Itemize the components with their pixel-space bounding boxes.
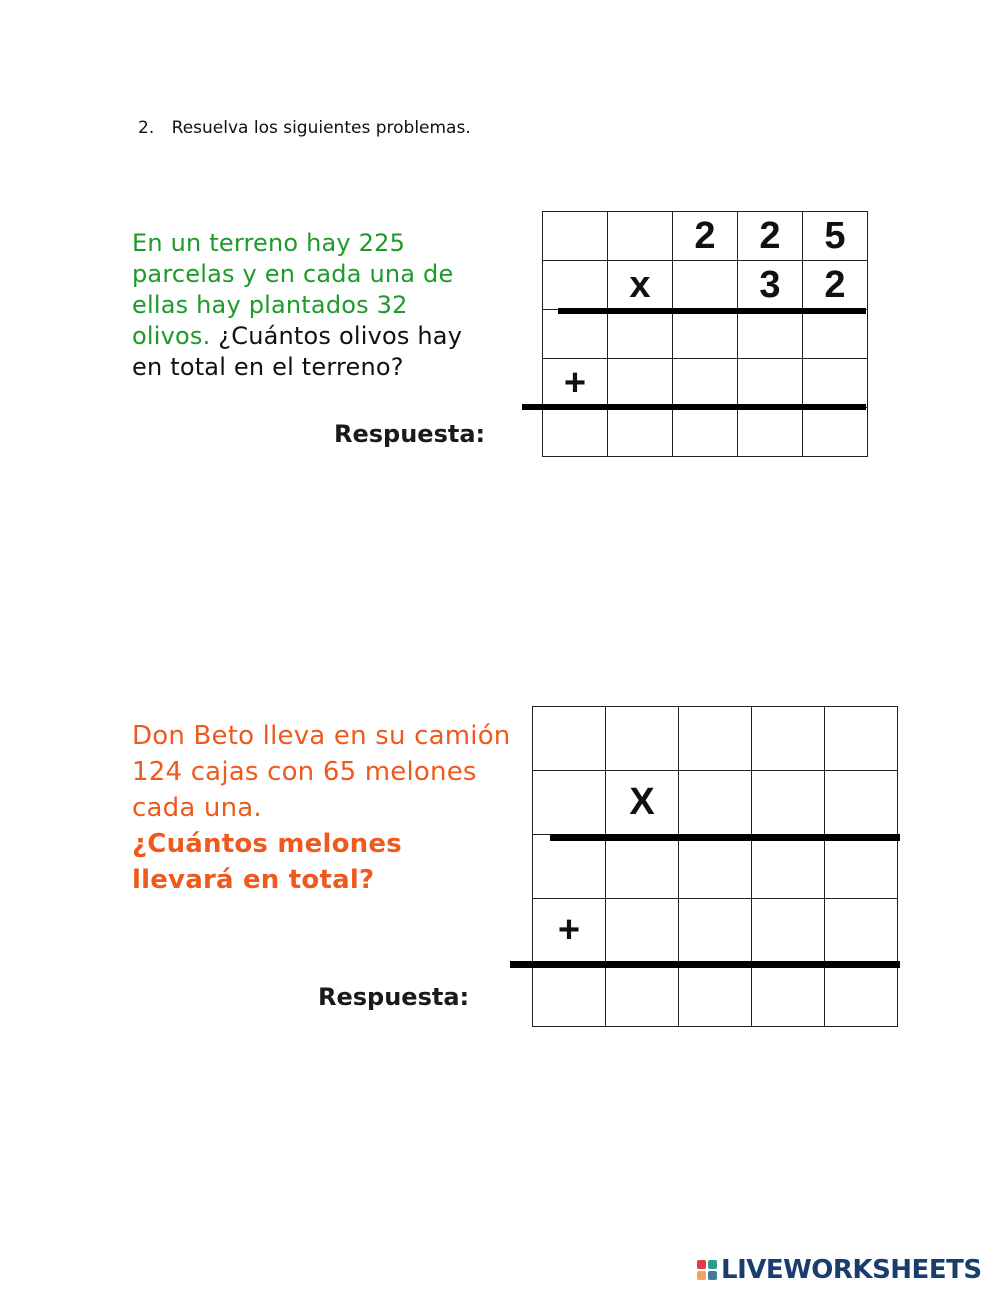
grid-cell[interactable]: [679, 899, 752, 963]
problem-1-statement: En un terreno hay 225 parcelas y en cada una de ellas hay plantados 32 olivos.: [132, 229, 454, 350]
grid-row: [543, 408, 868, 457]
problem-2-text: [132, 718, 512, 898]
problem-1-grid: [542, 211, 868, 457]
answer-cell[interactable]: [543, 408, 608, 457]
grid-cell[interactable]: [533, 771, 606, 835]
grid-cell[interactable]: [606, 899, 679, 963]
problem-1-text: [132, 228, 492, 383]
grid-cell[interactable]: [825, 771, 898, 835]
grid-cell[interactable]: [533, 707, 606, 771]
liveworksheets-logo: [697, 1255, 982, 1285]
problem-2-grid: [532, 706, 898, 1027]
answer-cell[interactable]: [803, 408, 868, 457]
problem-2-statement: Don Beto lleva en su camión 124 cajas con 65 melones cada una.: [132, 721, 511, 823]
grid-row: [543, 310, 868, 359]
grid-cell[interactable]: [608, 359, 673, 408]
answer-cell[interactable]: [825, 963, 898, 1027]
logo-text: LIVEWORKSHEETS: [721, 1255, 982, 1285]
grid-cell: 2: [673, 212, 738, 261]
grid-cell: 5: [803, 212, 868, 261]
grid-cell[interactable]: [752, 707, 825, 771]
multiply-sign: x: [608, 261, 673, 310]
grid-cell[interactable]: [738, 310, 803, 359]
grid-row: [543, 261, 868, 310]
multiplication-rule: [550, 834, 900, 841]
answer-cell[interactable]: [738, 408, 803, 457]
grid-cell[interactable]: [608, 310, 673, 359]
grid-row: [533, 707, 898, 771]
grid-row: [543, 212, 868, 261]
sum-rule: [510, 961, 900, 968]
multiply-sign: X: [606, 771, 679, 835]
grid-cell[interactable]: [738, 359, 803, 408]
grid-cell[interactable]: [825, 707, 898, 771]
grid-cell[interactable]: [679, 835, 752, 899]
grid-row: [533, 771, 898, 835]
grid-row: [543, 359, 868, 408]
grid-cell[interactable]: [752, 899, 825, 963]
grid-cell[interactable]: [606, 835, 679, 899]
grid-cell[interactable]: [606, 707, 679, 771]
grid-cell[interactable]: [679, 771, 752, 835]
answer-cell[interactable]: [606, 963, 679, 1027]
logo-square: [697, 1271, 706, 1280]
logo-square: [708, 1260, 717, 1269]
grid-row: [533, 899, 898, 963]
grid-cell[interactable]: [673, 261, 738, 310]
grid-row: [533, 835, 898, 899]
grid-cell[interactable]: [533, 835, 606, 899]
grid-cell[interactable]: [543, 212, 608, 261]
grid-cell: 3: [738, 261, 803, 310]
problem-2-answer-label: Respuesta:: [318, 983, 470, 1011]
plus-sign: +: [533, 899, 606, 963]
grid-cell: 2: [738, 212, 803, 261]
problem-2-question: ¿Cuántos melones llevará en total?: [132, 829, 402, 895]
logo-square: [708, 1271, 717, 1280]
problem-1-answer-label: Respuesta:: [334, 420, 486, 448]
answer-cell[interactable]: [673, 408, 738, 457]
grid-cell[interactable]: [673, 310, 738, 359]
answer-cell[interactable]: [533, 963, 606, 1027]
grid-cell[interactable]: [825, 899, 898, 963]
grid-cell[interactable]: [752, 835, 825, 899]
grid-cell[interactable]: [803, 310, 868, 359]
grid-cell[interactable]: [752, 771, 825, 835]
grid-cell[interactable]: [679, 707, 752, 771]
logo-mark-icon: [697, 1260, 717, 1280]
instruction: [138, 118, 471, 138]
answer-cell[interactable]: [679, 963, 752, 1027]
multiplication-rule: [558, 308, 866, 314]
grid-cell: 2: [803, 261, 868, 310]
grid-cell[interactable]: [673, 359, 738, 408]
answer-cell[interactable]: [608, 408, 673, 457]
instruction-text: Resuelva los siguientes problemas.: [171, 118, 471, 138]
grid-row: [533, 963, 898, 1027]
problem-1-question: ¿Cuántos olivos hay en total en el terreno?: [132, 322, 463, 381]
instruction-number: 2.: [138, 118, 155, 138]
grid-cell[interactable]: [543, 261, 608, 310]
logo-square: [697, 1260, 706, 1269]
grid-cell[interactable]: [608, 212, 673, 261]
grid-cell[interactable]: [543, 310, 608, 359]
grid-cell[interactable]: [825, 835, 898, 899]
grid-cell[interactable]: [803, 359, 868, 408]
sum-rule: [522, 404, 866, 410]
plus-sign: +: [543, 359, 608, 408]
answer-cell[interactable]: [752, 963, 825, 1027]
